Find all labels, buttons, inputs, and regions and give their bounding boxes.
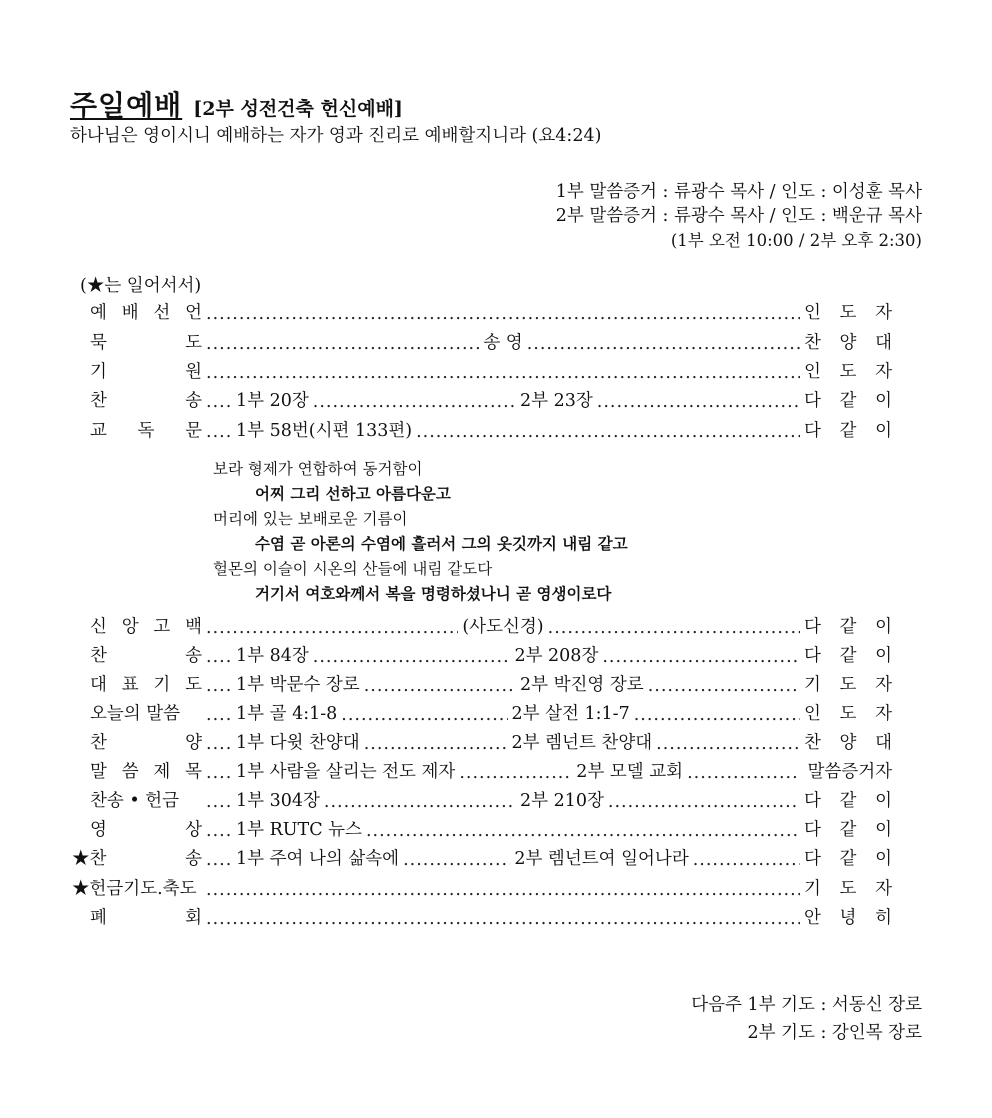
preacher-info-2: 2부 말씀증거 : 류광수 목사 / 인도 : 백운규 목사 <box>555 206 922 226</box>
part-2-detail: 2부 208장 <box>514 646 599 666</box>
order-role-part: 인 <box>804 704 821 724</box>
order-role-part: 이 <box>875 646 893 666</box>
order-label <box>72 329 202 354</box>
order-role <box>804 299 892 324</box>
order-label-part: 상 <box>185 820 202 840</box>
order-role-part: 다 <box>804 617 821 637</box>
part-1-detail: 1부 58번(시편 133편) <box>236 421 413 441</box>
order-role-part: 같 <box>839 791 857 811</box>
reading-line: 헐몬의 이슬이 시온의 산들에 내림 같도다 <box>213 560 493 578</box>
leader-dots <box>206 792 232 812</box>
order-role-part: 이 <box>875 791 892 811</box>
leader-dots <box>687 763 800 783</box>
leader-dots <box>602 647 800 667</box>
leader-dots <box>656 734 800 754</box>
leader-dots <box>206 363 800 383</box>
order-row <box>72 328 892 354</box>
leader-dots <box>364 734 508 754</box>
order-role-part: 다 <box>804 791 821 811</box>
order-label-part: 찬 <box>90 646 107 666</box>
order-role <box>804 417 892 442</box>
leader-dots <box>206 392 232 412</box>
order-role-part: 같 <box>839 646 857 666</box>
order-row <box>72 357 892 383</box>
order-role-part: 같 <box>839 849 857 869</box>
part-1-detail: 1부 다윗 찬양대 <box>236 733 360 753</box>
leader-dots <box>324 792 516 812</box>
preacher-info-1: 1부 말씀증거 : 류광수 목사 / 인도 : 이성훈 목사 <box>555 182 922 202</box>
order-role-part: 이 <box>875 849 892 869</box>
theme-verse: 하나님은 영이시니 예배하는 자가 영과 진리로 예배할지니라 (요4:24) <box>70 126 602 146</box>
order-role <box>804 387 892 412</box>
order-role-part: 말씀증거자 <box>807 762 893 782</box>
leader-dots <box>313 392 516 412</box>
order-label <box>72 387 202 412</box>
reading-line: 수염 곧 아론의 수염에 흘러서 그의 옷깃까지 내림 같고 <box>255 535 628 553</box>
order-label-part: 도 <box>185 675 202 695</box>
order-role-part: 인 <box>804 303 821 323</box>
order-label <box>72 729 202 754</box>
order-label-part: 대 <box>90 675 107 695</box>
order-role-part: 같 <box>839 820 857 840</box>
leader-dots <box>206 909 800 929</box>
order-role-part: 녕 <box>839 908 857 928</box>
leader-dots <box>206 705 232 725</box>
order-detail: (사도신경) <box>462 617 544 637</box>
order-label-part: 예 <box>90 303 107 323</box>
leader-dots <box>206 821 232 841</box>
leader-dots <box>341 705 507 725</box>
order-role <box>804 845 892 870</box>
order-label <box>72 904 202 929</box>
leader-dots <box>527 334 800 354</box>
order-role <box>804 671 892 696</box>
order-role-part: 다 <box>804 391 821 411</box>
order-label <box>72 671 202 696</box>
part-1-detail: 1부 사람을 살리는 전도 제자 <box>236 762 456 782</box>
order-role <box>804 904 892 929</box>
order-label-part: ★헌금기도.축도 <box>72 879 197 899</box>
order-label <box>72 613 202 638</box>
order-role-part: 대 <box>875 333 892 353</box>
order-label-part: ★찬 <box>72 849 107 869</box>
order-role-part: 도 <box>839 362 857 382</box>
leader-dots <box>206 618 458 638</box>
order-label-part: 양 <box>185 733 202 753</box>
part-2-detail: 2부 박진영 장로 <box>520 675 644 695</box>
order-label <box>72 417 202 442</box>
leader-dots <box>608 792 800 812</box>
order-role-part: 안 <box>804 908 821 928</box>
order-role-part: 다 <box>804 646 821 666</box>
part-1-detail: 1부 골 4:1-8 <box>236 704 338 724</box>
order-role-part: 인 <box>804 362 821 382</box>
order-label <box>72 875 202 900</box>
leader-dots <box>648 676 800 696</box>
order-label-part: 고 <box>153 617 171 637</box>
order-label-part: 씀 <box>121 762 139 782</box>
order-role-part: 이 <box>875 617 892 637</box>
reading-line: 어찌 그리 선하고 아름다운고 <box>255 485 451 503</box>
order-label-part: 찬송 • 헌금 <box>90 791 180 811</box>
order-role-part: 같 <box>839 391 857 411</box>
part-2-detail: 2부 210장 <box>520 791 604 811</box>
order-label-part: 회 <box>185 908 202 928</box>
leader-dots <box>206 304 800 324</box>
leader-dots <box>206 763 232 783</box>
order-role-part: 도 <box>839 675 857 695</box>
order-label-part: 말 <box>90 762 107 782</box>
order-row <box>72 786 892 812</box>
order-role-part: 이 <box>875 421 892 441</box>
order-role <box>804 758 892 783</box>
leader-dots <box>313 647 511 667</box>
leader-dots <box>206 880 800 900</box>
order-row <box>72 298 892 324</box>
order-label-part: 배 <box>121 303 139 323</box>
order-role-part: 양 <box>839 733 857 753</box>
order-role <box>804 729 892 754</box>
leader-dots <box>206 334 479 354</box>
part-1-detail: 1부 RUTC 뉴스 <box>236 820 362 840</box>
order-role-part: 다 <box>804 849 821 869</box>
order-role-part: 자 <box>875 879 892 899</box>
leader-dots <box>416 422 800 442</box>
order-role-part: 다 <box>804 820 821 840</box>
reading-line: 머리에 있는 보배로운 기름이 <box>213 510 408 528</box>
order-label <box>72 299 202 324</box>
order-role-part: 도 <box>839 879 857 899</box>
order-label-part: 언 <box>185 303 202 323</box>
order-role-part: 자 <box>875 704 892 724</box>
order-label-part: 기 <box>153 675 171 695</box>
order-role-part: 기 <box>804 675 821 695</box>
order-row <box>72 903 892 929</box>
order-label-part: 목 <box>185 762 202 782</box>
order-label <box>72 358 202 383</box>
order-row <box>72 728 892 754</box>
order-role-part: 같 <box>839 617 857 637</box>
order-row <box>72 757 892 783</box>
title-main: 주일예배 <box>70 89 183 122</box>
order-label <box>72 787 202 812</box>
leader-dots <box>403 850 510 870</box>
order-role-part: 다 <box>804 421 821 441</box>
part-2-detail: 2부 모델 교회 <box>576 762 684 782</box>
order-label <box>72 642 202 667</box>
order-row <box>72 699 892 725</box>
part-1-detail: 1부 20장 <box>236 391 309 411</box>
order-row <box>72 844 892 870</box>
order-role-part: 도 <box>839 704 857 724</box>
order-label-part: 찬 <box>90 733 107 753</box>
order-label <box>72 758 202 783</box>
order-role-part: 이 <box>875 391 892 411</box>
order-row <box>72 874 892 900</box>
order-label-part: 송 <box>185 391 202 411</box>
order-row <box>72 641 892 667</box>
order-label-part: 기 <box>90 362 107 382</box>
order-label-part: 독 <box>137 421 155 441</box>
order-role <box>804 816 892 841</box>
reading-line: 보라 형제가 연합하여 동거함이 <box>213 460 423 478</box>
order-role-part: 자 <box>875 303 892 323</box>
leader-dots <box>206 850 232 870</box>
page-title <box>70 84 403 124</box>
leader-dots <box>597 392 800 412</box>
leader-dots <box>206 647 232 667</box>
title-subtitle: [2부 성전건축 헌신예배] <box>193 98 403 120</box>
order-label-part: 도 <box>185 333 202 353</box>
order-label-part: 폐 <box>90 908 107 928</box>
order-label-part: 신 <box>90 617 107 637</box>
part-1-detail: 1부 주여 나의 삶속에 <box>236 849 400 869</box>
order-role <box>804 358 892 383</box>
order-role-part: 찬 <box>804 333 821 353</box>
service-times: (1부 오전 10:00 / 2부 오후 2:30) <box>670 231 922 250</box>
order-role <box>804 329 892 354</box>
order-role-part: 도 <box>839 303 857 323</box>
part-2-detail: 2부 살전 1:1-7 <box>511 704 630 724</box>
order-row <box>72 670 892 696</box>
order-row <box>72 612 892 638</box>
order-role <box>804 787 892 812</box>
order-role-part: 자 <box>875 675 892 695</box>
order-label-part: 제 <box>153 762 171 782</box>
part-2-detail: 2부 렘넌트여 일어나라 <box>514 849 689 869</box>
order-label-part: 백 <box>185 617 202 637</box>
order-role-part: 대 <box>875 733 892 753</box>
next-week-prayer-1: 다음주 1부 기도 : 서동신 장로 <box>691 995 922 1015</box>
order-detail: 송 영 <box>483 333 523 353</box>
order-role <box>804 700 892 725</box>
order-label-part: 묵 <box>90 333 107 353</box>
leader-dots <box>693 850 800 870</box>
order-role <box>804 613 892 638</box>
part-1-detail: 1부 304장 <box>236 791 320 811</box>
order-label <box>72 816 202 841</box>
order-role-part: 기 <box>804 879 821 899</box>
order-label <box>72 700 202 725</box>
order-label-part: 문 <box>185 421 202 441</box>
order-label-part: 송 <box>185 646 202 666</box>
part-2-detail: 2부 렘넌트 찬양대 <box>511 733 653 753</box>
order-row <box>72 815 892 841</box>
order-role <box>804 875 892 900</box>
leader-dots <box>206 422 232 442</box>
leader-dots <box>364 676 516 696</box>
order-label-part: 찬 <box>90 391 107 411</box>
next-week-prayer-2: 2부 기도 : 강인목 장로 <box>747 1023 922 1043</box>
order-label-part: 선 <box>153 303 171 323</box>
order-label-part: 원 <box>185 362 202 382</box>
reading-line: 거기서 여호와께서 복을 명령하셨나니 곧 영생이로다 <box>255 585 612 603</box>
order-label-part: 표 <box>121 675 139 695</box>
order-label-part: 송 <box>185 849 202 869</box>
leader-dots <box>366 821 800 841</box>
leader-dots <box>206 734 232 754</box>
order-row <box>72 416 892 442</box>
order-role-part: 양 <box>839 333 857 353</box>
order-label <box>72 845 202 870</box>
order-role-part: 자 <box>875 362 892 382</box>
leader-dots <box>634 705 800 725</box>
order-role-part: 같 <box>839 421 857 441</box>
leader-dots <box>206 676 232 696</box>
leader-dots <box>459 763 572 783</box>
standing-note: (★는 일어서서) <box>80 276 202 296</box>
order-role-part: 이 <box>875 820 892 840</box>
order-label-part: 영 <box>90 820 107 840</box>
order-role-part: 찬 <box>804 733 821 753</box>
leader-dots <box>548 618 800 638</box>
order-label-part: 오늘의 말씀 <box>90 704 181 724</box>
order-role-part: 히 <box>875 908 892 928</box>
order-label-part: 앙 <box>121 617 139 637</box>
part-1-detail: 1부 84장 <box>236 646 309 666</box>
order-row <box>72 386 892 412</box>
part-1-detail: 1부 박문수 장로 <box>236 675 360 695</box>
order-role <box>804 642 892 667</box>
part-2-detail: 2부 23장 <box>520 391 593 411</box>
order-label-part: 교 <box>90 421 107 441</box>
